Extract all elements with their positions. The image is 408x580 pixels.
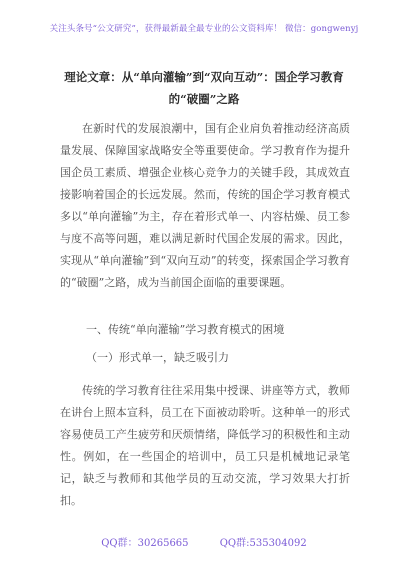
paragraph-body: 传统的学习教育往往采用集中授课、讲座等方式，教师在讲台上照本宣科，员工在下面被动聆听。这种单一的形式容易使员工产生疲劳和厌烦情绪，降低学习的积极性和主动性。例如，在一些国企的培训中，员工只是机械地记录笔记，缺乏与教师和其他学员的互动交流，学习效果大打折扣。 [60, 384, 350, 507]
footer-qq-group-2: QQ群:535304092 [219, 538, 307, 549]
document-title: 理论文章：从“单向灌输”到“双向互动”：国企学习教育的“破圈”之路 [64, 70, 344, 106]
section-heading: 一、传统“单向灌输”学习教育模式的困境 [86, 323, 285, 336]
header-banner: 关注头条号“公文研究”，获得最新最全最专业的公文资料库！ 微信：gongwenyj [49, 24, 359, 34]
footer-qq-group-1: QQ群：30265665 [101, 538, 189, 549]
footer-contact [0, 534, 408, 549]
subsection-heading: （一）形式单一，缺乏吸引力 [86, 351, 229, 364]
paragraph-intro: 在新时代的发展浪潮中，国有企业肩负着推动经济高质量发展、保障国家战略安全等重要使命。学习教育作为提升国企员工素质、增强企业核心竞争力的关键手段，其成效直接影响着国企的长远发展。然而，传统的国企学习教育模式多以“单向灌输”为主，存在着形式单一、内容枯燥、员工参与度不高等问题，难以满足新时代国企发展的需求。因此，实现从“单向灌输”到“双向互动”的转变，探索国企学习教育的“破圈”之路，成为当前国企面临的重要课题。 [60, 122, 350, 289]
